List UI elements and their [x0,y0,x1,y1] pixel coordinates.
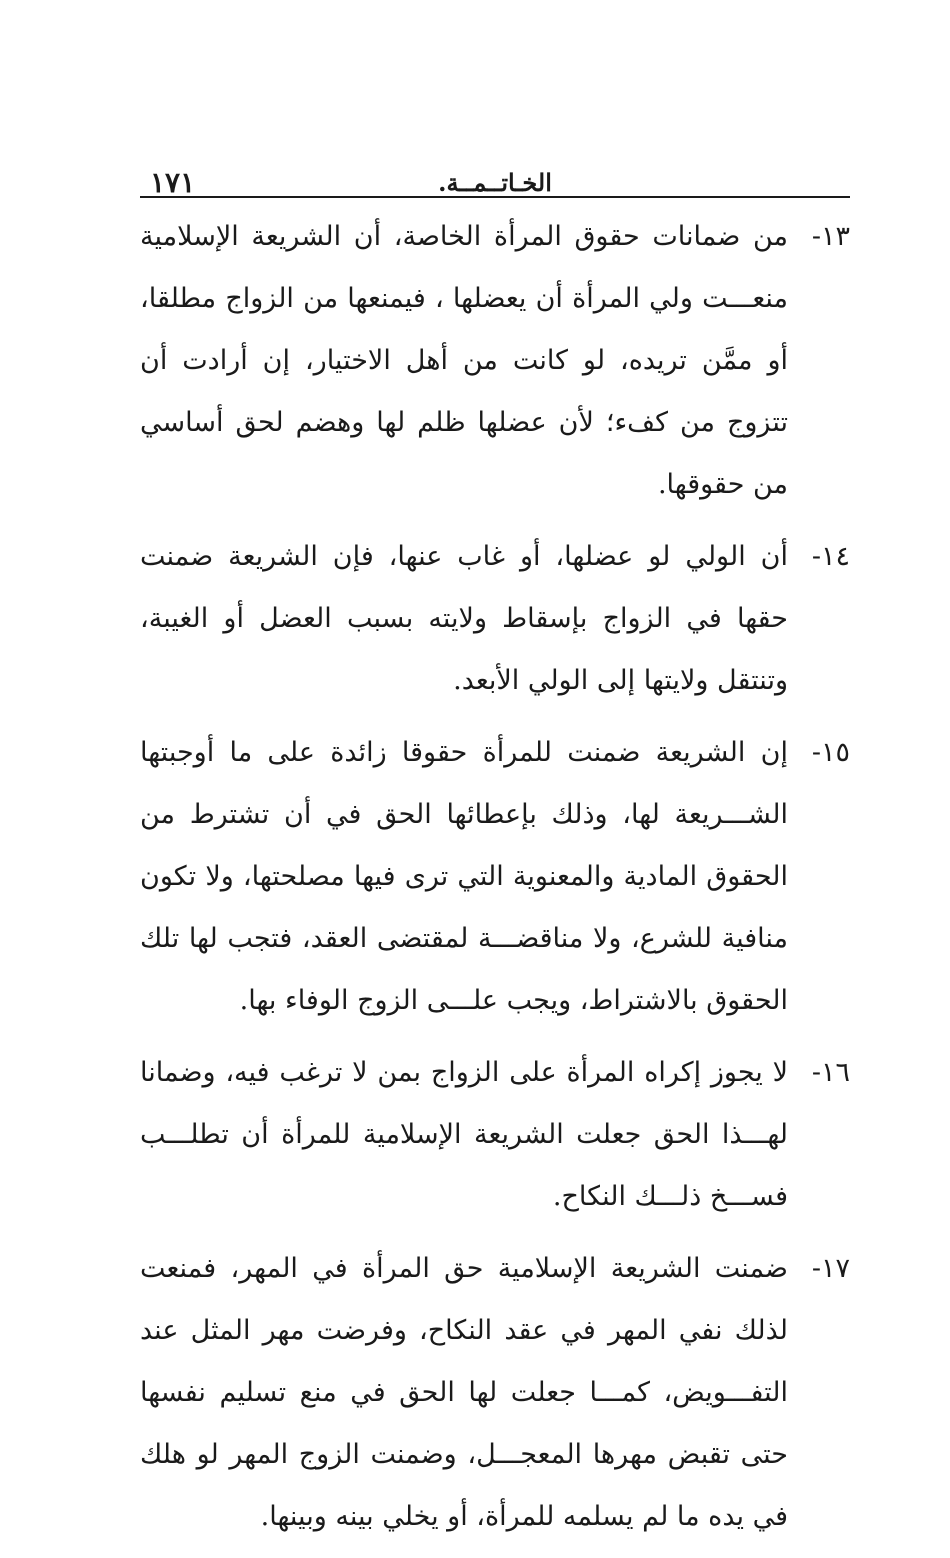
list-item [140,1238,850,1548]
list-item [140,722,850,1032]
list-item [140,1042,850,1228]
item-number: ١٦- [811,1057,850,1088]
list-item [140,526,850,712]
page-body [140,206,850,1558]
item-text: إن الشريعة ضمنت للمرأة حقوقا زائدة على ما أوجبتها الشـــريعة لها، وذلك بإعطائها الحق في أن تشترط من الحقوق المادية والمعنوية التي ترى فيها مصلحتها، ولا تكون منافية للشرع، ولا مناقضـــة لمقتضى العقد، فتجب لها تلك الحقوق بالاشتراط، ويجب علـــى الزوج الوفاء بها. [140,737,788,1016]
item-number: ١٥- [811,737,850,768]
item-text: من ضمانات حقوق المرأة الخاصة، أن الشريعة الإسلامية منعـــت ولي المرأة أن يعضلها ، فيمنعها من الزواج مطلقا، أو ممَّن تريده، لو كانت من أهل الاختيار، إن أرادت أن تتزوج من كفء؛ لأن عضلها ظلم لها وهضم لحق أساسي من حقوقها. [140,221,788,500]
item-text: لا يجوز إكراه المرأة على الزواج بمن لا ترغب فيه، وضمانا لهـــذا الحق جعلت الشريعة الإسلامية للمرأة أن تطلـــب فســـخ ذلـــك النكاح. [140,1057,788,1212]
item-number: ١٤- [811,541,850,572]
page-number: ١٧١ [150,166,196,199]
item-text: ضمنت الشريعة الإسلامية حق المرأة في المهر، فمنعت لذلك نفي المهر في عقد النكاح، وفرضت مهر المثل عند التفـــويض، كمـــا جعلت لها الحق في منع تسليم نفسها حتى تقبض مهرها المعجـــل، وضمنت الزوج المهر لو هلك في يده ما لم يسلمه للمرأة، أو يخلي بينه وبينها. [140,1253,788,1532]
item-number: ١٧- [811,1253,850,1284]
running-title: الخـاتــمــة. [438,168,552,197]
page-header [140,168,850,198]
item-number: ١٣- [811,221,850,252]
list-item [140,206,850,516]
item-text: أن الولي لو عضلها، أو غاب عنها، فإن الشريعة ضمنت حقها في الزواج بإسقاط ولايته بسبب العضل أو الغيبة، وتنتقل ولايتها إلى الولي الأبعد. [140,541,788,696]
